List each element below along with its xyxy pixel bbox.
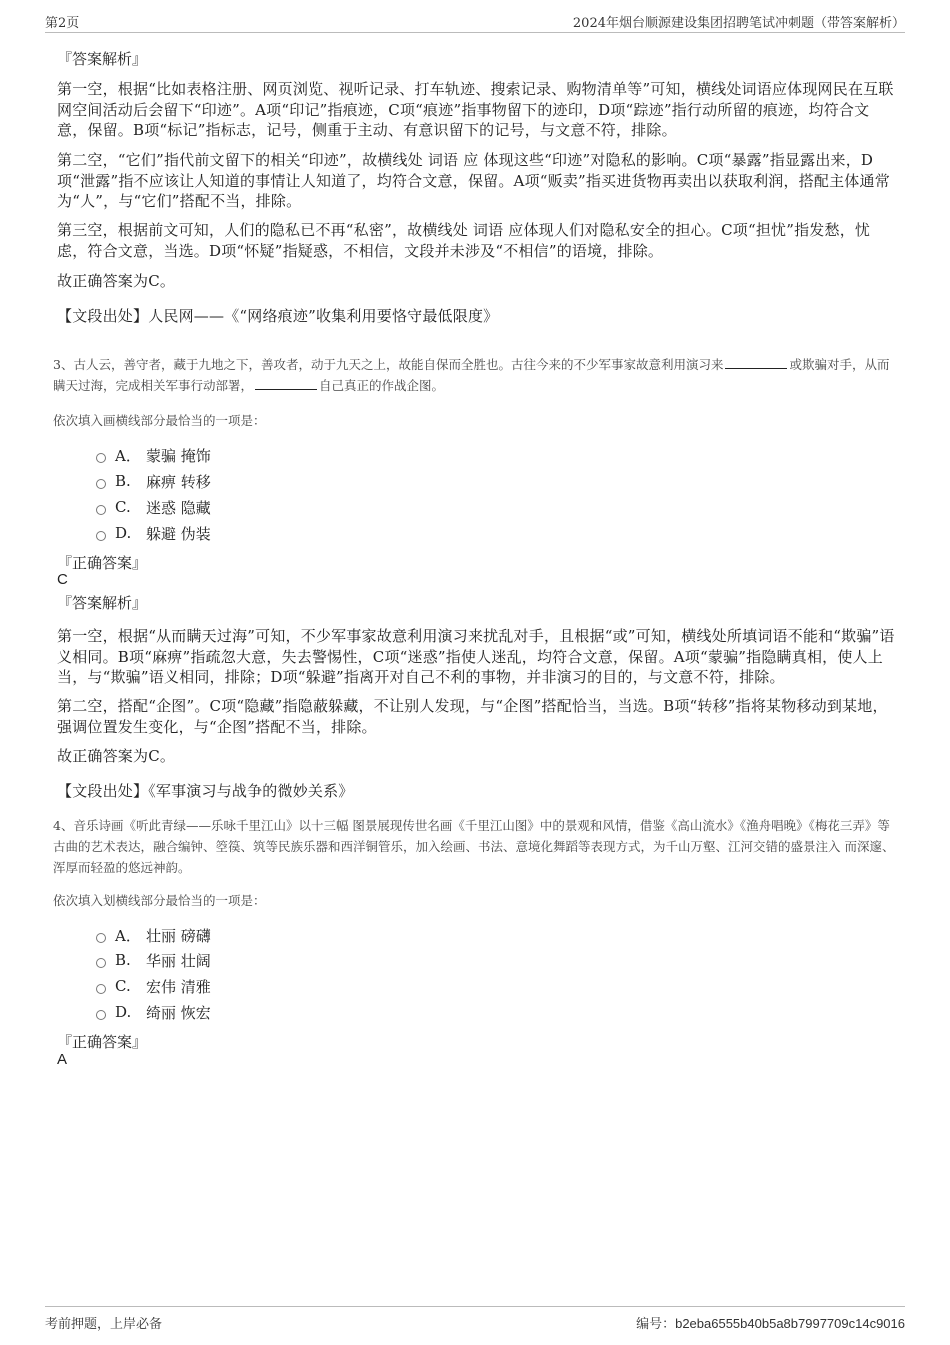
page-number: 第2页 bbox=[45, 16, 80, 31]
q4-option-c[interactable]: C. 宏伟 清雅 bbox=[96, 976, 211, 996]
q4-prompt: 依次填入划横线部分最恰当的一项是： bbox=[53, 893, 266, 908]
q4-answer-title: 『正确答案』 bbox=[57, 1033, 148, 1051]
radio-icon[interactable] bbox=[96, 479, 106, 489]
q2-analysis-p3: 第三空，根据前文可知，人们的隐私已不再“私密”，故横线处 词语 应体现人们对隐私安全的担心。C项“担忧”指发愁，忧虑，符合文意，当选。D项“怀疑”指疑惑，不相信，文段并未涉及“不相信”的语境，排除。 bbox=[57, 221, 871, 260]
q3-answer: C bbox=[57, 571, 68, 588]
q3-source: 【文段出处】《军事演习与战争的微妙关系》 bbox=[57, 782, 354, 800]
radio-icon[interactable] bbox=[96, 453, 106, 463]
radio-icon[interactable] bbox=[96, 984, 106, 994]
q3-option-a[interactable]: A． 蒙骗 掩饰 bbox=[96, 445, 211, 465]
q3-analysis-title: 『答案解析』 bbox=[57, 594, 148, 612]
page-footer bbox=[45, 1306, 905, 1331]
q2-analysis-p2: 第二空，“它们”指代前文留下的相关“印迹”，故横线处 词语 应 体现这些“印迹”对隐私的影响。C项“暴露”指显露出来，D项“泄露”指不应该让人知道的事情让人知道了，均符合文意，保留。A项“贩卖”指买进货物再卖出以获取利润，搭配主体通常为“人”，与“它们”搭配不当，排除。 bbox=[57, 151, 890, 210]
footer-code: 编号：b2eba6555b40b5a8b7997709c14c9016 bbox=[636, 1316, 905, 1332]
document-title: 2024年烟台顺源建设集团招聘笔试冲刺题（带答案解析） bbox=[572, 16, 905, 31]
q4-option-b[interactable]: B. 华丽 壮阔 bbox=[96, 950, 211, 970]
q2-analysis-title: 『答案解析』 bbox=[57, 50, 148, 68]
radio-icon[interactable] bbox=[96, 933, 106, 943]
q3-prompt: 依次填入画横线部分最恰当的一项是： bbox=[53, 413, 266, 428]
blank-1[interactable] bbox=[725, 354, 787, 369]
q3-question-text: 3、古人云，善守者，藏于九地之下，善攻者，动于九天之上，故能自保而全胜也。古往今来的不少军事家故意利用演习来 或欺骗对手，从而瞒天过海，完成相关军事行动部署， 自己真正的作战企图。 bbox=[53, 354, 898, 396]
blank-2[interactable] bbox=[255, 375, 317, 390]
radio-icon[interactable] bbox=[96, 531, 106, 541]
q4-answer: A bbox=[57, 1051, 68, 1068]
q4-question-text: 4、音乐诗画《听此青绿——乐咏千里江山》以十三幅 图景展现传世名画《千里江山图》中的景观和风情，借鉴《高山流水》《渔舟唱晚》《梅花三弄》等古曲的艺术表达，融合编钟、箜篌、筑等民族乐器和西洋铜管乐，加入绘画、书法、意境化舞蹈等表现方式，为千山万壑、江河交错的盛景注入 而深邃、浑厚而轻盈的悠远神韵。 bbox=[53, 818, 895, 875]
q3-analysis-p2: 第二空，搭配“企图”。C项“隐藏”指隐蔽躲藏，不让别人发现，与“企图”搭配恰当，当选。B项“转移”指将某物移动到某地，强调位置发生变化，与“企图”搭配不当，排除。 bbox=[57, 697, 888, 736]
q4-option-a[interactable]: A． 壮丽 磅礴 bbox=[96, 925, 211, 945]
radio-icon[interactable] bbox=[96, 958, 106, 968]
q3-option-b[interactable]: B. 麻痹 转移 bbox=[96, 471, 211, 491]
page-header bbox=[45, 10, 905, 33]
q3-analysis-p1: 第一空，根据“从而瞒天过海”可知，不少军事家故意利用演习来扰乱对手，且根据“或”可知，横线处所填词语不能和“欺骗”语义相同。B项“麻痹”指疏忽大意，失去警惕性，C项“迷惑”指使人迷乱，均符合文意，保留。A项“蒙骗”指隐瞒真相，使人上当，与“欺骗”语义相同，排除；D项“躲避”指离开对自己不利的事物，并非演习的目的，与文意不符，排除。 bbox=[57, 627, 895, 686]
q4-option-d[interactable]: D. 绮丽 恢宏 bbox=[96, 1002, 211, 1022]
q3-conclusion: 故正确答案为C。 bbox=[57, 747, 176, 765]
footer-slogan: 考前押题，上岸必备 bbox=[45, 1317, 163, 1332]
q2-conclusion: 故正确答案为C。 bbox=[57, 272, 176, 290]
q2-analysis-p1: 第一空，根据“比如表格注册、网页浏览、视听记录、打车轨迹、搜索记录、购物清单等”可知，横线处词语应体现网民在互联网空间活动后会留下“印迹”。A项“印记”指痕迹，C项“痕迹”指事物留下的迹印，D项“踪迹”指行动所留的痕迹，均符合文意，保留。B项“标记”指标志，记号，侧重于主动、有意识留下的记号，与文意不符，排除。 bbox=[57, 80, 894, 139]
radio-icon[interactable] bbox=[96, 1010, 106, 1020]
q3-option-d[interactable]: D. 躲避 伪装 bbox=[96, 523, 211, 543]
q2-source: 【文段出处】人民网——《“网络痕迹”收集利用要恪守最低限度》 bbox=[57, 307, 499, 325]
radio-icon[interactable] bbox=[96, 505, 106, 515]
q3-answer-title: 『正确答案』 bbox=[57, 554, 148, 572]
q3-option-c[interactable]: C. 迷惑 隐藏 bbox=[96, 497, 211, 517]
